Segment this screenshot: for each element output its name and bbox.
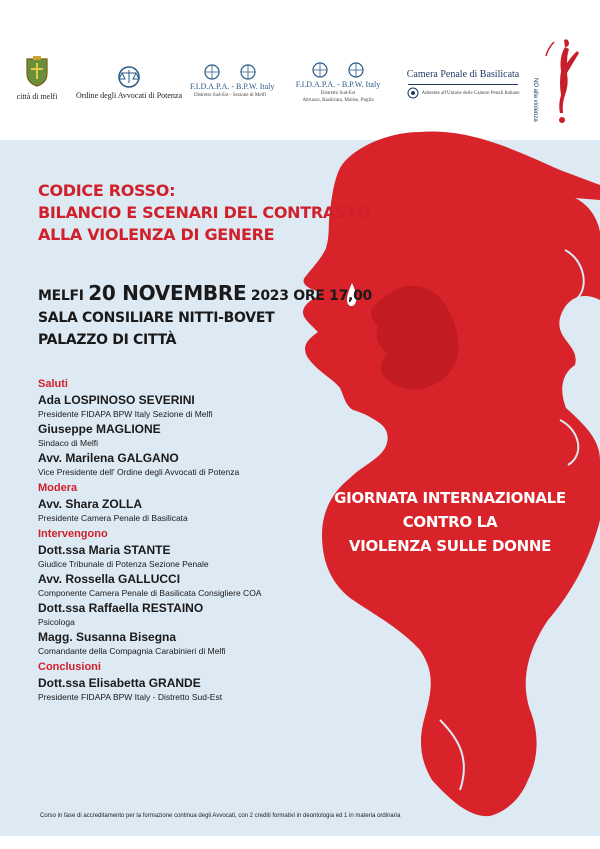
logo-caption: F.I.D.A.P.A. - B.P.W. Italy — [190, 82, 275, 91]
event-date: 20 NOVEMBRE — [88, 281, 247, 305]
section-label-saluti: Saluti — [38, 378, 68, 390]
logo-caption: città di melfi — [16, 92, 58, 101]
speaker-role: Presidente FIDAPA BPW Italy Sezione di Melfi — [38, 409, 213, 419]
logo-subcaption: Distretto Sud-Est - Sezione di Melfi — [193, 93, 267, 98]
international-day-text — [320, 486, 580, 558]
section-label-intervengono: Intervengono — [38, 528, 108, 540]
event-venue: SALA CONSILIARE NITTI-BOVET — [38, 310, 275, 326]
speaker-role: Presidente Camera Penale di Basilicata — [38, 513, 188, 523]
event-title — [38, 180, 370, 246]
speaker-name: Giuseppe MAGLIONE — [38, 422, 161, 436]
overlay-line-1: GIORNATA INTERNAZIONALE — [334, 489, 566, 507]
speaker-name: Dott.ssa Maria STANTE — [38, 543, 171, 557]
logo-subcaption: Distretto Sud-Est — [320, 91, 356, 96]
section-label-modera: Modera — [38, 482, 78, 494]
event-city: MELFI — [38, 288, 84, 304]
speaker-role: Psicologa — [38, 617, 75, 627]
speaker-name: Dott.ssa Raffaella RESTAINO — [38, 601, 204, 615]
program-list — [38, 374, 338, 703]
logo-caption: Ordine degli Avvocati di Potenza — [75, 91, 183, 100]
speaker-name: Avv. Rossella GALLUCCI — [38, 572, 181, 586]
speaker-role: Giudice Tribunale di Potenza Sezione Penale — [38, 559, 209, 569]
speaker-role: Sindaco di Melfi — [38, 438, 99, 448]
accreditation-note: Corso in fase di accreditamento per la formazione continua degli Avvocati, con 2 crediti formativi in deontologia ed 1 in materia ordinaria — [40, 813, 401, 819]
speaker-role: Comandante della Compagnia Carabinieri di Melfi — [38, 646, 226, 656]
footer-band — [0, 836, 600, 849]
title-line-1: CODICE ROSSO: — [38, 181, 176, 200]
overlay-line-2: CONTRO LA — [402, 513, 498, 531]
speaker-role: Presidente FIDAPA BPW Italy - Distretto Sud-Est — [38, 692, 223, 702]
event-year-time: 2023 ORE 17,00 — [250, 288, 372, 304]
speaker-role: Componente Camera Penale di Basilicata Consigliere COA — [38, 588, 262, 598]
svg-text:NO alla violenza: NO alla violenza — [532, 78, 538, 122]
speaker-name: Avv. Marilena GALGANO — [38, 451, 179, 465]
event-building: PALAZZO DI CITTÀ — [38, 332, 177, 348]
event-details — [38, 282, 372, 351]
speaker-name: Avv. Shara ZOLLA — [38, 497, 143, 511]
date-line — [38, 282, 372, 307]
speaker-name: Magg. Susanna Bisegna — [38, 630, 177, 644]
section-label-conclusioni: Conclusioni — [38, 661, 101, 673]
logo-subcaption-2: Abruzzo, Basilicata, Molise, Puglia — [302, 98, 374, 103]
logo-caption: Camera Penale di Basilicata — [406, 69, 520, 80]
logo-caption: F.I.D.A.P.A. - B.P.W. Italy — [295, 80, 381, 89]
title-line-2: BILANCIO E SCENARI DEL CONTRASTO — [38, 203, 371, 222]
overlay-line-3: VIOLENZA SULLE DONNE — [348, 537, 552, 555]
speaker-name: Dott.ssa Elisabetta GRANDE — [38, 676, 201, 690]
title-line-3: ALLA VIOLENZA DI GENERE — [38, 225, 275, 244]
logo-subcaption: Aderente all'Unione delle Camere Penali Italiane — [421, 90, 520, 96]
speaker-role: Vice Presidente dell' Ordine degli Avvocati di Potenza — [38, 467, 240, 477]
speaker-name: Ada LOSPINOSO SEVERINI — [38, 393, 195, 407]
